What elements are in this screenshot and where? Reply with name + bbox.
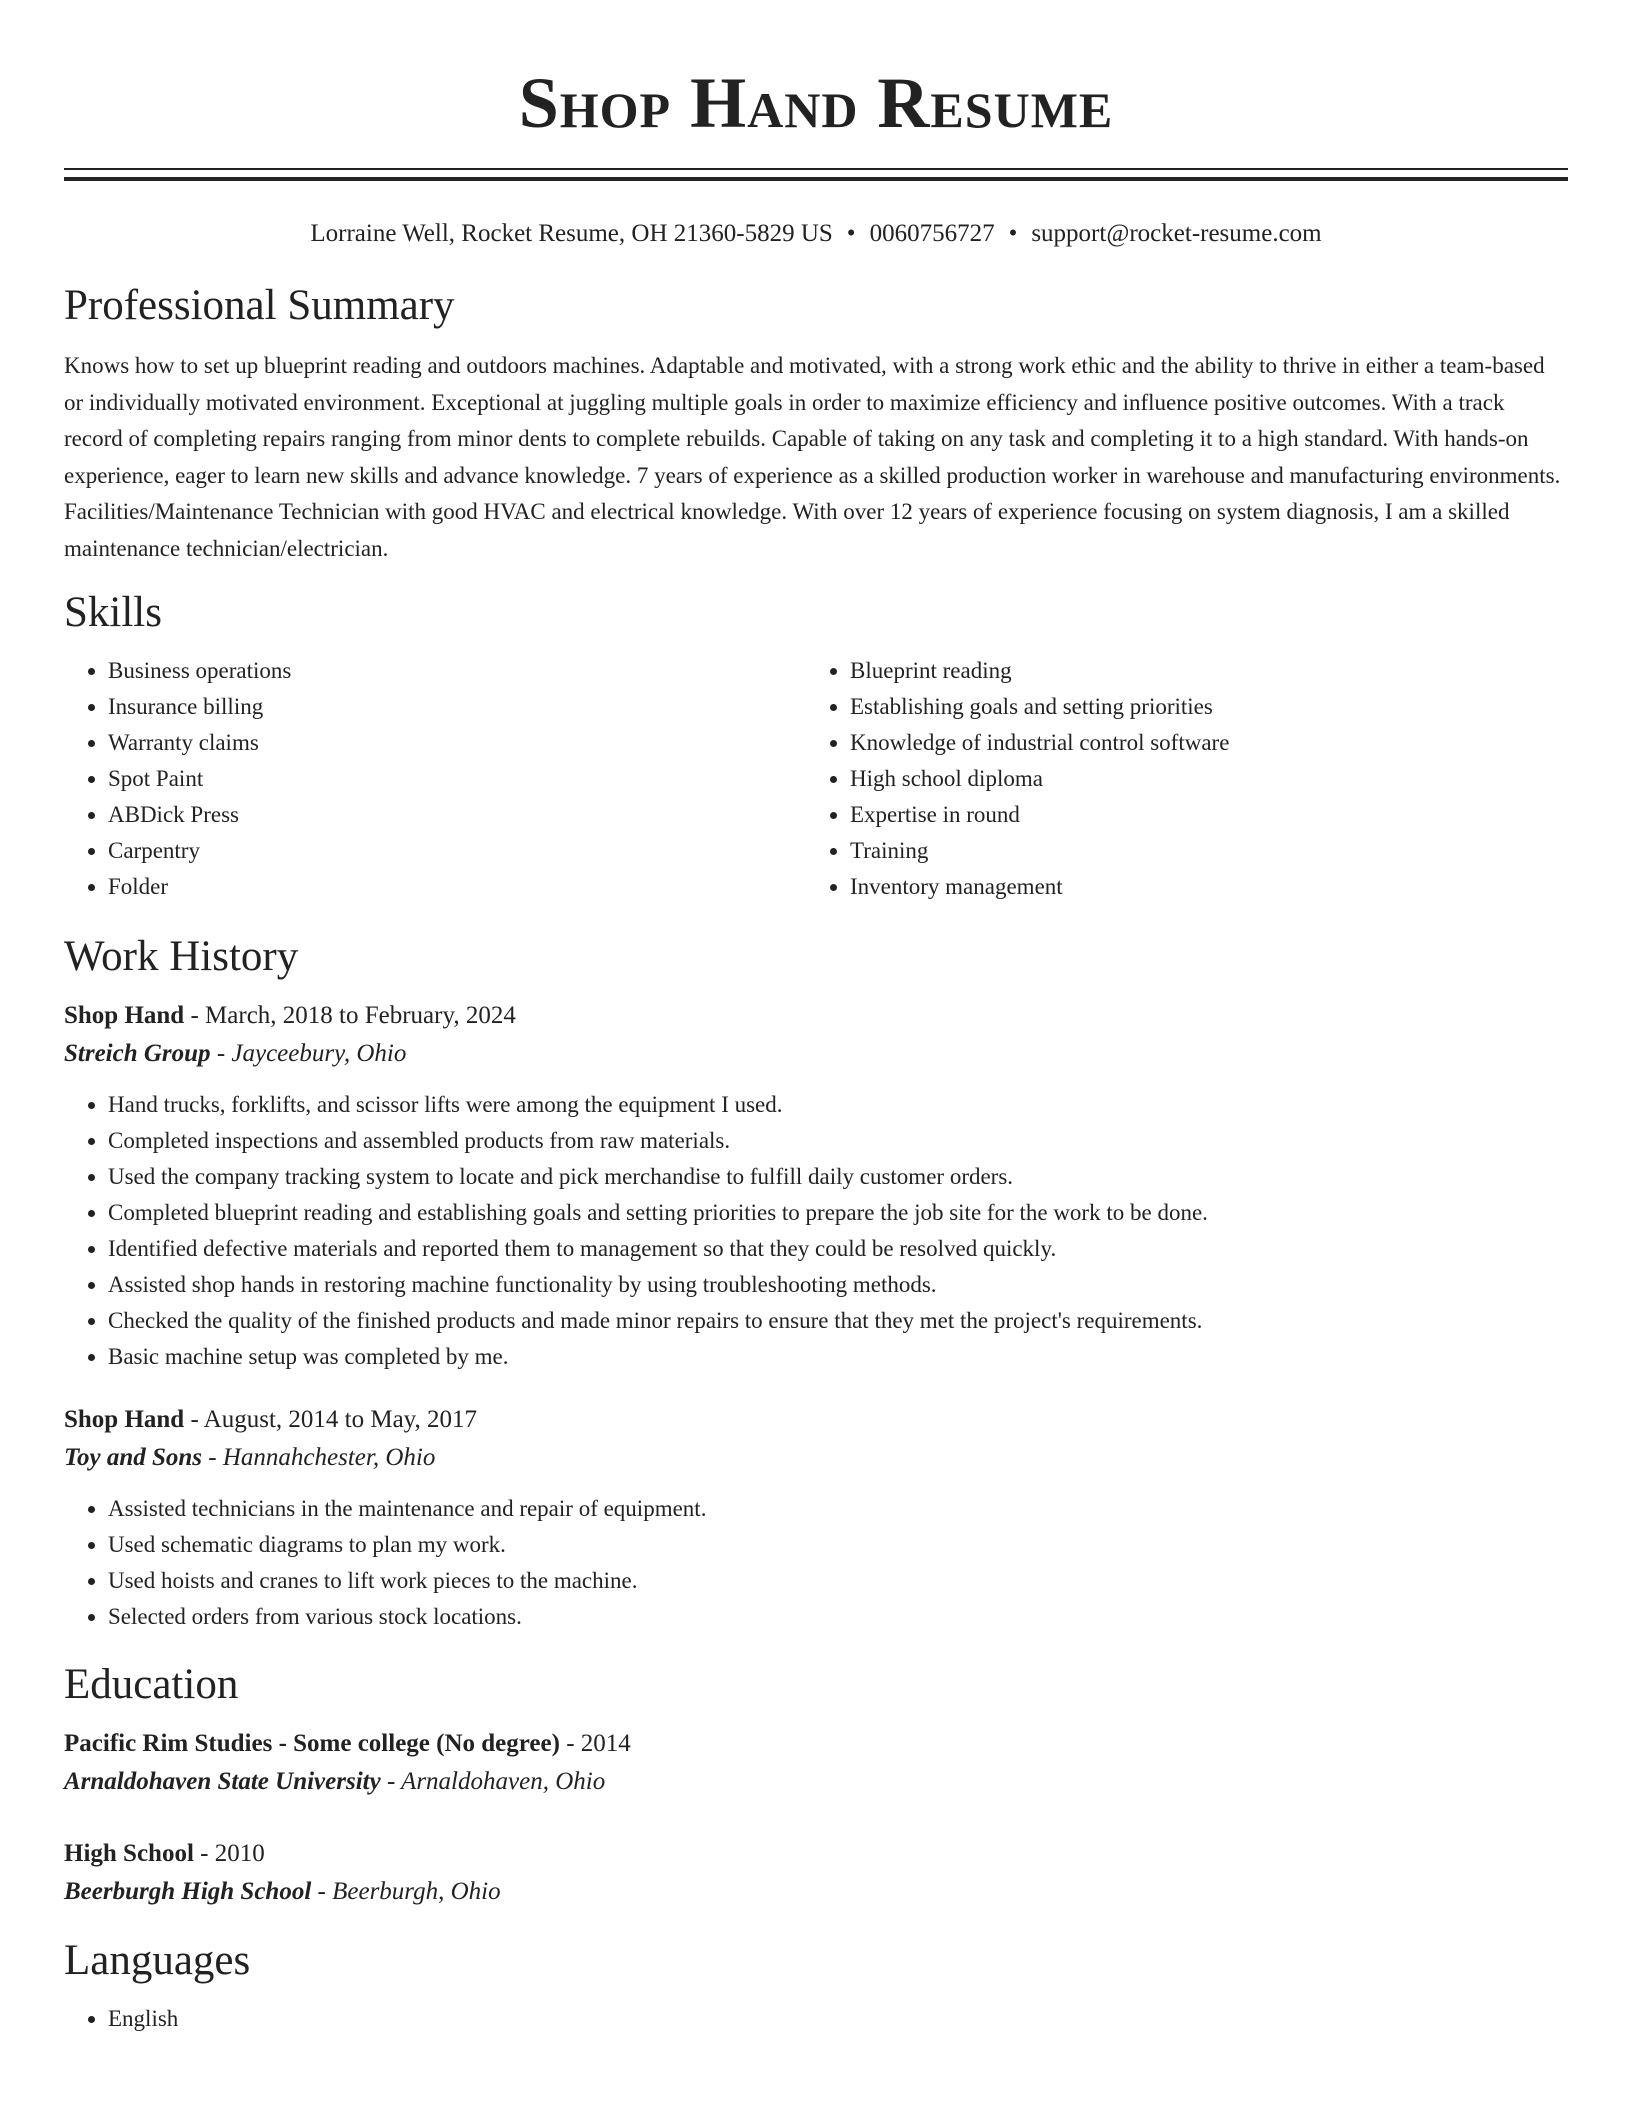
education-location: - Beerburgh, Ohio bbox=[311, 1878, 501, 1905]
skill-item: • Spot Paint bbox=[108, 761, 806, 797]
education-heading: Education bbox=[64, 1661, 239, 1708]
job-location: - Hannahchester, Ohio bbox=[202, 1444, 436, 1471]
job-bullets bbox=[64, 1087, 1568, 1375]
job-bullet: • Completed inspections and assembled products from raw materials. bbox=[108, 1123, 1568, 1159]
skill-item: • Business operations bbox=[108, 653, 806, 689]
languages-list bbox=[64, 2001, 1568, 2037]
education-institution bbox=[64, 1763, 1568, 1801]
job-bullets bbox=[64, 1491, 1568, 1635]
job-bullet: • Assisted technicians in the maintenance and repair of equipment. bbox=[108, 1491, 1568, 1527]
job-bullet: • Used the company tracking system to locate and pick merchandise to fulfill daily customer orders. bbox=[108, 1159, 1568, 1195]
contact-phone: 0060756727 bbox=[869, 220, 995, 247]
skill-item: • ABDick Press bbox=[108, 797, 806, 833]
skills-column-right bbox=[806, 653, 1548, 905]
summary-heading: Professional Summary bbox=[64, 282, 455, 329]
education-degree: High School bbox=[64, 1840, 194, 1867]
title-divider-thick bbox=[64, 177, 1568, 181]
job-title: Shop Hand bbox=[64, 1406, 185, 1433]
education-location: - Arnaldohaven, Ohio bbox=[380, 1768, 606, 1795]
skill-item: • Warranty claims bbox=[108, 725, 806, 761]
job-bullet: • Used hoists and cranes to lift work pieces to the machine. bbox=[108, 1563, 1568, 1599]
skill-item: • Blueprint reading bbox=[850, 653, 1548, 689]
job-company: Streich Group bbox=[64, 1040, 211, 1067]
language-item: • English bbox=[108, 2001, 1568, 2037]
skill-item: • Folder bbox=[108, 869, 806, 905]
job-bullet: • Hand trucks, forklifts, and scissor lifts were among the equipment I used. bbox=[108, 1087, 1568, 1123]
job-dates: - March, 2018 to February, 2024 bbox=[184, 1002, 516, 1029]
skill-item: • Knowledge of industrial control software bbox=[850, 725, 1548, 761]
contact-separator: • bbox=[846, 220, 856, 247]
summary-text: Knows how to set up blueprint reading and outdoors machines. Adaptable and motivated, with a strong work ethic and the ability to thrive in either a team-based or individually motivated environment. Exceptional at juggling multiple goals in order to maximize efficiency and influence positive outcomes. With a track record of completing repairs ranging from minor dents to complete rebuilds. Capable of taking on any task and completing it to a high standard. With hands-on experience, eager to learn new skills and advance knowledge. 7 years of experience as a skilled production worker in warehouse and manufacturing environments. Facilities/Maintenance Technician with good HVAC and electrical knowledge. With over 12 years of experience focusing on system diagnosis, I am a skilled maintenance technician/electrician. bbox=[64, 353, 1561, 561]
contact-separator: • bbox=[1008, 220, 1018, 247]
title-divider-thin bbox=[64, 168, 1568, 170]
skill-item: • High school diploma bbox=[850, 761, 1548, 797]
job-bullet: • Identified defective materials and reported them to management so that they could be resolved quickly. bbox=[108, 1231, 1568, 1267]
skill-item: • Insurance billing bbox=[108, 689, 806, 725]
education-entry bbox=[64, 1835, 1568, 1911]
languages-heading: Languages bbox=[64, 1937, 251, 1984]
education-year: - 2014 bbox=[559, 1730, 631, 1757]
job-bullet: • Used schematic diagrams to plan my work. bbox=[108, 1527, 1568, 1563]
skills-list bbox=[64, 653, 1568, 905]
resume-title: Shop Hand Resume bbox=[518, 63, 1114, 143]
job-header bbox=[64, 1401, 1568, 1439]
job-company: Toy and Sons bbox=[64, 1444, 203, 1471]
skills-heading: Skills bbox=[64, 589, 162, 636]
education-entry bbox=[64, 1725, 1568, 1801]
job-employer bbox=[64, 1035, 1568, 1073]
contact-line bbox=[64, 217, 1568, 251]
skill-item: • Training bbox=[850, 833, 1548, 869]
education-degree: Pacific Rim Studies - Some college (No degree) bbox=[64, 1730, 560, 1757]
job-entry bbox=[64, 997, 1568, 1375]
work-history-heading: Work History bbox=[64, 933, 299, 980]
job-bullet: • Selected orders from various stock locations. bbox=[108, 1599, 1568, 1635]
skill-item: • Establishing goals and setting priorities bbox=[850, 689, 1548, 725]
education-school: Arnaldohaven State University bbox=[64, 1768, 381, 1795]
skills-column-left bbox=[64, 653, 806, 905]
job-entry bbox=[64, 1401, 1568, 1635]
job-title: Shop Hand bbox=[64, 1002, 185, 1029]
education-school: Beerburgh High School bbox=[64, 1878, 312, 1905]
job-location: - Jayceebury, Ohio bbox=[210, 1040, 407, 1067]
resume-page bbox=[64, 0, 1568, 2037]
skill-item: • Inventory management bbox=[850, 869, 1548, 905]
contact-address: Lorraine Well, Rocket Resume, OH 21360-5829 US bbox=[310, 220, 833, 247]
job-bullet: • Basic machine setup was completed by me. bbox=[108, 1339, 1568, 1375]
skill-item: • Carpentry bbox=[108, 833, 806, 869]
contact-email[interactable]: support@rocket-resume.com bbox=[1031, 220, 1322, 247]
education-year: - 2010 bbox=[193, 1840, 265, 1867]
job-bullet: • Completed blueprint reading and establishing goals and setting priorities to prepare the job site for the work to be done. bbox=[108, 1195, 1568, 1231]
job-dates: - August, 2014 to May, 2017 bbox=[184, 1406, 478, 1433]
skill-item: • Expertise in round bbox=[850, 797, 1548, 833]
job-bullet: • Checked the quality of the finished products and made minor repairs to ensure that they met the project's requirements. bbox=[108, 1303, 1568, 1339]
education-header bbox=[64, 1725, 1568, 1763]
education-header bbox=[64, 1835, 1568, 1873]
job-bullet: • Assisted shop hands in restoring machine functionality by using troubleshooting methods. bbox=[108, 1267, 1568, 1303]
job-employer bbox=[64, 1439, 1568, 1477]
education-institution bbox=[64, 1873, 1568, 1911]
job-header bbox=[64, 997, 1568, 1035]
